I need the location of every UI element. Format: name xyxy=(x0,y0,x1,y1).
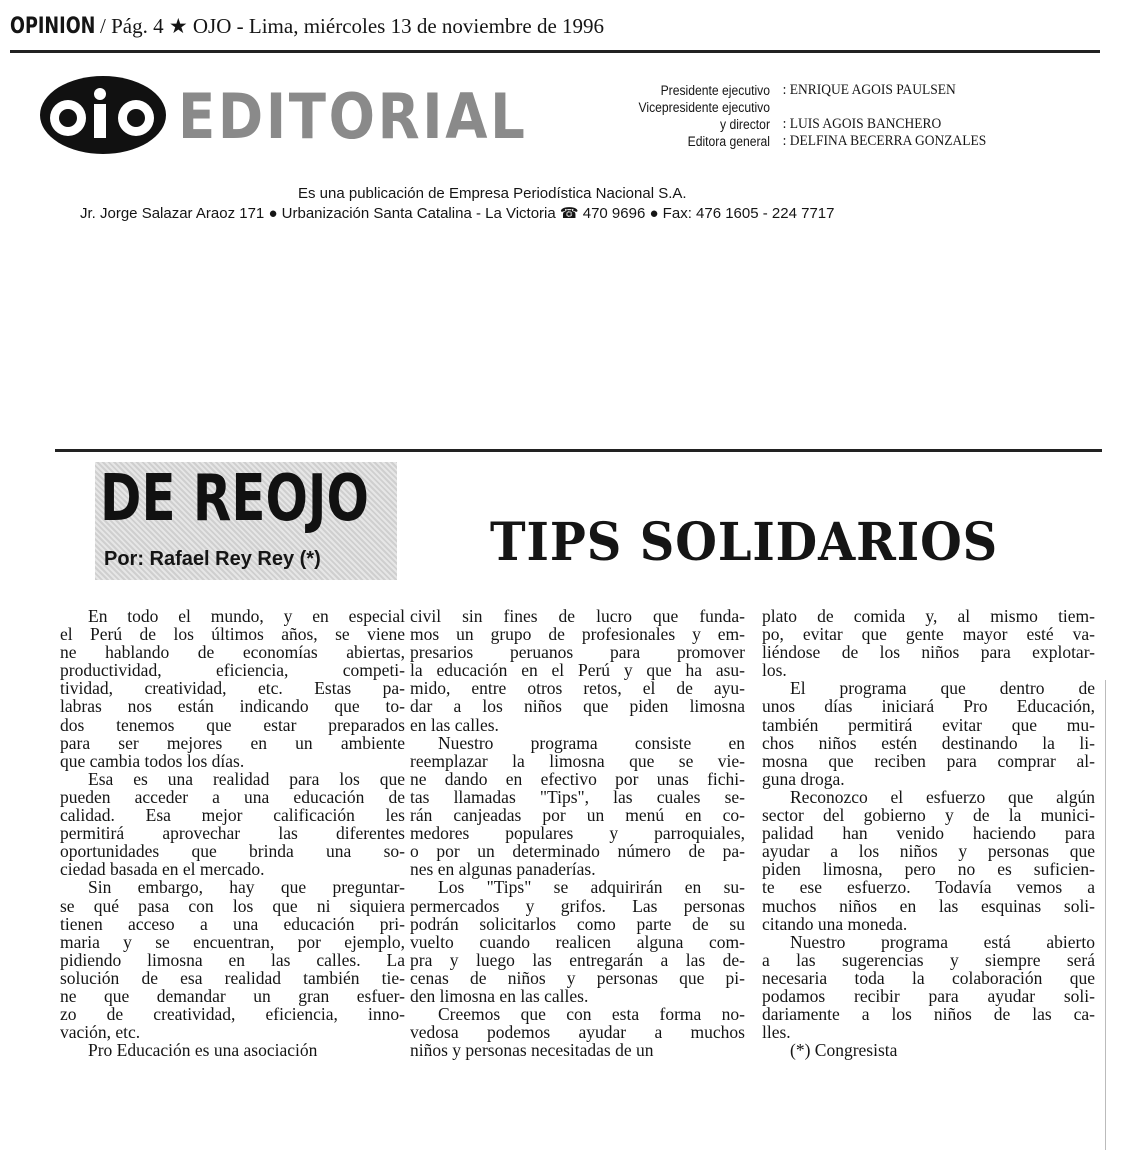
staff-role: y director xyxy=(720,117,770,132)
text-line: sector del gobierno y de la munici- xyxy=(762,805,1095,826)
text-line: labras nos están indicando que to- xyxy=(60,696,405,717)
column-divider xyxy=(1105,680,1106,1150)
publisher-line: Es una publicación de Empresa Periodística Nacional S.A. xyxy=(298,185,687,202)
staff-name: : DELFINA BECERRA GONZALES xyxy=(782,133,987,149)
text-line: tas llamadas "Tips", las cuales se- xyxy=(410,786,745,807)
staff-name xyxy=(770,99,783,116)
text-column-2 xyxy=(410,607,745,1059)
text-line: los. xyxy=(762,660,787,681)
text-line: vedosa podemos ayudar a muchos xyxy=(410,1022,745,1043)
text-line: la educación en el Perú y que ha asu- xyxy=(410,660,745,681)
text-line: po, evitar que gente mayor esté va- xyxy=(762,624,1095,645)
text-line: citando una moneda. xyxy=(762,913,908,934)
text-line: ne dando en efectivo por unas fichi- xyxy=(410,768,745,789)
text-line: Esa es una realidad para los que xyxy=(88,768,405,789)
text-line: civil sin fines de lucro que funda- xyxy=(410,606,745,626)
text-line: dar a los niños que piden limosna xyxy=(410,696,745,717)
text-line: necesaria toda la colaboración que xyxy=(762,967,1095,988)
text-line: palidad han venido haciendo para xyxy=(762,823,1095,844)
text-line: te ese esfuerzo. Todavía vemos a xyxy=(762,877,1095,898)
text-line: calidad. Esa mejor calificación les xyxy=(60,805,405,826)
dateline: / Pág. 4 ★ OJO - Lima, miércoles 13 de noviembre de 1996 xyxy=(99,14,605,38)
text-line: en las calles. xyxy=(410,714,499,735)
staff-row xyxy=(560,133,1010,150)
text-line: rán canjeadas por un menú en co- xyxy=(410,805,745,826)
text-line: dos tenemos que estar preparados xyxy=(60,714,405,735)
byline: Por: Rafael Rey Rey (*) xyxy=(104,548,321,570)
ojo-logo xyxy=(38,74,168,156)
headline: TIPS SOLIDARIOS xyxy=(490,512,999,573)
text-line: medores populares y parroquiales, xyxy=(410,823,745,844)
article-rule xyxy=(55,449,1102,452)
text-line: niños y personas necesitadas de un xyxy=(410,1040,654,1061)
text-line: ne que demandar un gran esfuer- xyxy=(60,985,405,1006)
text-line: oportunidades que brinda una so- xyxy=(60,841,405,862)
text-line: mosna que reciben para comprar al- xyxy=(762,750,1095,771)
text-line: dariamente a los niños de las ca- xyxy=(762,1004,1095,1025)
text-line: En todo el mundo, y en especial xyxy=(88,606,405,626)
text-line: presarios peruanos para promover xyxy=(410,642,745,663)
text-line: para ser mejores en un ambiente xyxy=(60,732,405,753)
text-line: Nuestro programa consiste en xyxy=(438,732,745,753)
text-line: Los "Tips" se adquirirán en su- xyxy=(438,877,745,898)
text-line: unos días iniciará Pro Educación, xyxy=(762,696,1095,717)
text-line: Nuestro programa está abierto xyxy=(790,931,1095,952)
text-line: guna droga. xyxy=(762,768,845,789)
text-line: Creemos que con esta forma no- xyxy=(438,1004,745,1025)
page-header xyxy=(10,14,604,39)
text-line: tienen acceso a una educación pri- xyxy=(60,913,405,934)
text-line: solución de esa realidad también tie- xyxy=(60,967,405,988)
text-line: maria y se encuentran, por ejemplo, xyxy=(60,931,405,952)
text-line: (*) Congresista xyxy=(790,1040,898,1061)
text-line: tividad, creatividad, etc. Estas pa- xyxy=(60,678,405,699)
text-line: podamos recibir para ayudar soli- xyxy=(762,985,1095,1006)
text-column-1 xyxy=(60,607,405,1059)
text-line: el Perú de los últimos años, se viene xyxy=(60,624,405,645)
column-name: DE REOJO xyxy=(100,462,369,536)
text-line: ciedad basada en el mercado. xyxy=(60,859,265,880)
text-line: reemplazar la limosna que se vie- xyxy=(410,750,745,771)
text-line: productividad, eficiencia, competi- xyxy=(60,660,405,681)
text-line: pra y luego las entregarán a las de- xyxy=(410,949,745,970)
text-line: Sin embargo, hay que preguntar- xyxy=(88,877,405,898)
staff-name: : LUIS AGOIS BANCHERO xyxy=(782,116,942,132)
staff-role: Editora general xyxy=(687,134,770,149)
text-line: nes en algunas panaderías. xyxy=(410,859,596,880)
text-line: pidiendo limosna en las calles. La xyxy=(60,949,405,970)
text-line: cenas de niños y personas que pi- xyxy=(410,967,745,988)
text-line: lles. xyxy=(762,1022,791,1043)
text-column-3 xyxy=(762,607,1095,1059)
text-line: zo de creatividad, eficiencia, inno- xyxy=(60,1004,405,1025)
text-line: o por un determinado número de pa- xyxy=(410,841,745,862)
text-line: mos un grupo de profesionales y em- xyxy=(410,624,745,645)
text-line: ne hablando de economías abiertas, xyxy=(60,642,405,663)
text-line: que cambia todos los días. xyxy=(60,750,245,771)
text-line: den limosna en las calles. xyxy=(410,985,589,1006)
text-line: plato de comida y, al mismo tiem- xyxy=(762,606,1095,626)
text-line: también permitirá evitar que mu- xyxy=(762,714,1095,735)
address-line: Jr. Jorge Salazar Araoz 171 ● Urbanización Santa Catalina - La Victoria ☎ 470 9696 ● Fax: 476 1605 - 224 7717 xyxy=(80,205,835,222)
staff-role: Presidente ejecutivo xyxy=(660,83,770,98)
text-line: Reconozco el esfuerzo que algún xyxy=(790,786,1095,807)
editorial-title: EDITORIAL xyxy=(178,80,528,153)
staff-name: : ENRIQUE AGOIS PAULSEN xyxy=(782,82,956,98)
text-line: liéndose de los niños para explotar- xyxy=(762,642,1095,663)
header-rule xyxy=(10,50,1100,53)
text-line: vuelto cuando realicen alguna com- xyxy=(410,931,745,952)
text-line: piden limosna, pero no es suficien- xyxy=(762,859,1095,880)
text-line: vación, etc. xyxy=(60,1022,141,1043)
text-line: podrán solicitarlos como parte de su xyxy=(410,913,745,934)
text-line: permercados y grifos. Las personas xyxy=(410,895,745,916)
text-line: El programa que dentro de xyxy=(790,678,1095,699)
text-line: a las sugerencias y siempre será xyxy=(762,949,1095,970)
text-line: Pro Educación es una asociación xyxy=(88,1040,318,1061)
section-label: OPINION xyxy=(10,14,96,39)
text-line: se qué pasa con los que ni siquiera xyxy=(60,895,405,916)
staff-role: Vicepresidente ejecutivo xyxy=(638,100,770,115)
text-line: permitirá aprovechar las diferentes xyxy=(60,823,405,844)
text-line: muchos niños en las esquinas soli- xyxy=(762,895,1095,916)
staff-row xyxy=(560,116,1010,133)
staff-row xyxy=(560,82,1010,99)
staff-box xyxy=(560,82,1010,150)
staff-row xyxy=(560,99,1010,116)
text-line: pueden acceder a una educación de xyxy=(60,786,405,807)
text-line: ayudar a los niños y personas que xyxy=(762,841,1095,862)
text-line: mido, entre otros retos, el de ayu- xyxy=(410,678,745,699)
text-line: chos niños estén destinando la li- xyxy=(762,732,1095,753)
